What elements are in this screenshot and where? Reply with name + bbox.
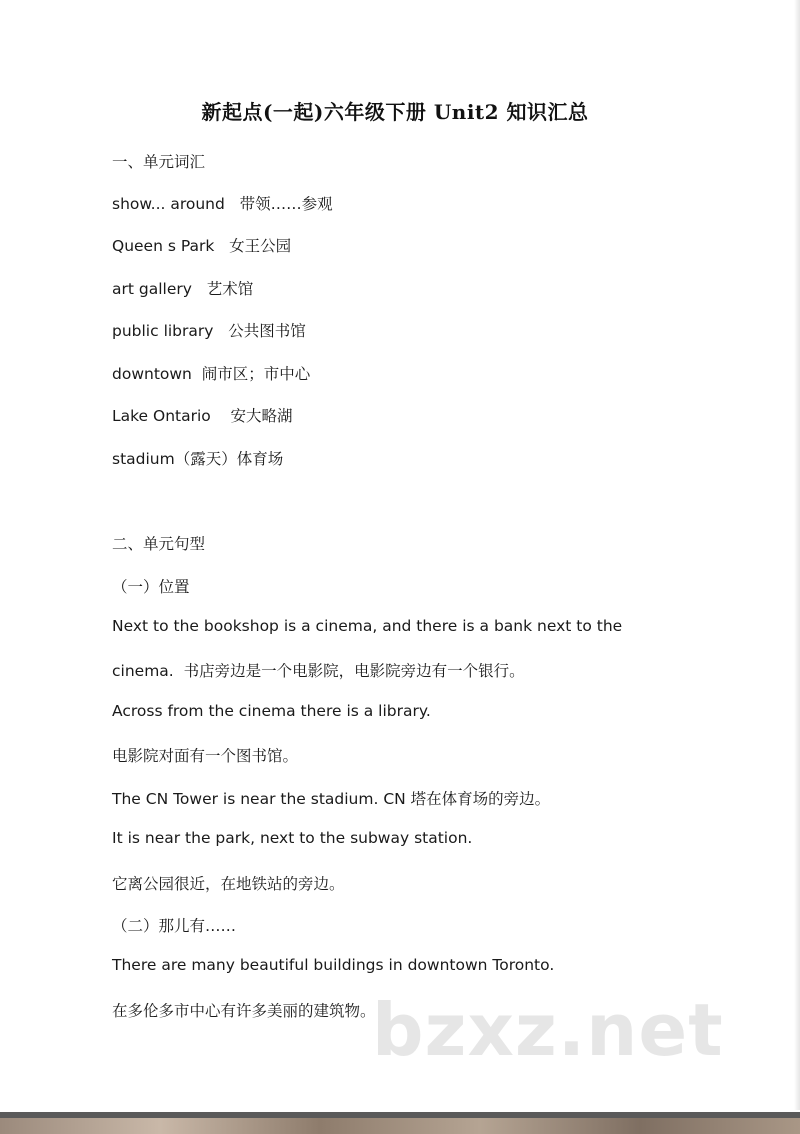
- sentence-line: It is near the park, next to the subway station.: [112, 829, 473, 847]
- sentence-line: 电影院对面有一个图书馆。: [112, 747, 299, 765]
- sentence-line: Next to the bookshop is a cinema, and there is a bank next to the: [112, 617, 623, 635]
- sentence-line: The CN Tower is near the stadium. CN 塔在体育场的旁边。: [112, 790, 551, 808]
- sentence-line: 它离公园很近，在地铁站的旁边。: [112, 875, 345, 893]
- sentence-line: Across from the cinema there is a library.: [112, 702, 431, 720]
- vocab-item: show... around 带领……参观: [112, 195, 333, 213]
- vocab-item: stadium（露天）体育场: [112, 450, 284, 468]
- vocab-item: downtown 闹市区；市中心: [112, 365, 311, 383]
- subsection-heading-there-is: （二）那儿有……: [112, 917, 237, 935]
- subsection-heading-location: （一）位置: [112, 578, 190, 596]
- section-heading-vocabulary: 一、单元词汇: [112, 153, 206, 171]
- next-page-edge: [0, 1112, 800, 1134]
- vocab-item: Queen s Park 女王公园: [112, 237, 292, 255]
- section-heading-sentences: 二、单元句型: [112, 535, 206, 553]
- sentence-line: There are many beautiful buildings in downtown Toronto.: [112, 956, 555, 974]
- vocab-item: Lake Ontario 安大略湖: [112, 407, 293, 425]
- sentence-line: cinema. 书店旁边是一个电影院，电影院旁边有一个银行。: [112, 662, 525, 680]
- vocab-item: art gallery 艺术馆: [112, 280, 254, 298]
- sentence-line: 在多伦多市中心有许多美丽的建筑物。: [112, 1002, 376, 1020]
- document-title: 新起点(一起)六年级下册 Unit2 知识汇总: [201, 100, 589, 124]
- page-edge-shadow: [794, 0, 800, 1110]
- watermark-text: bzxz.net: [372, 988, 724, 1072]
- vocab-item: public library 公共图书馆: [112, 322, 306, 340]
